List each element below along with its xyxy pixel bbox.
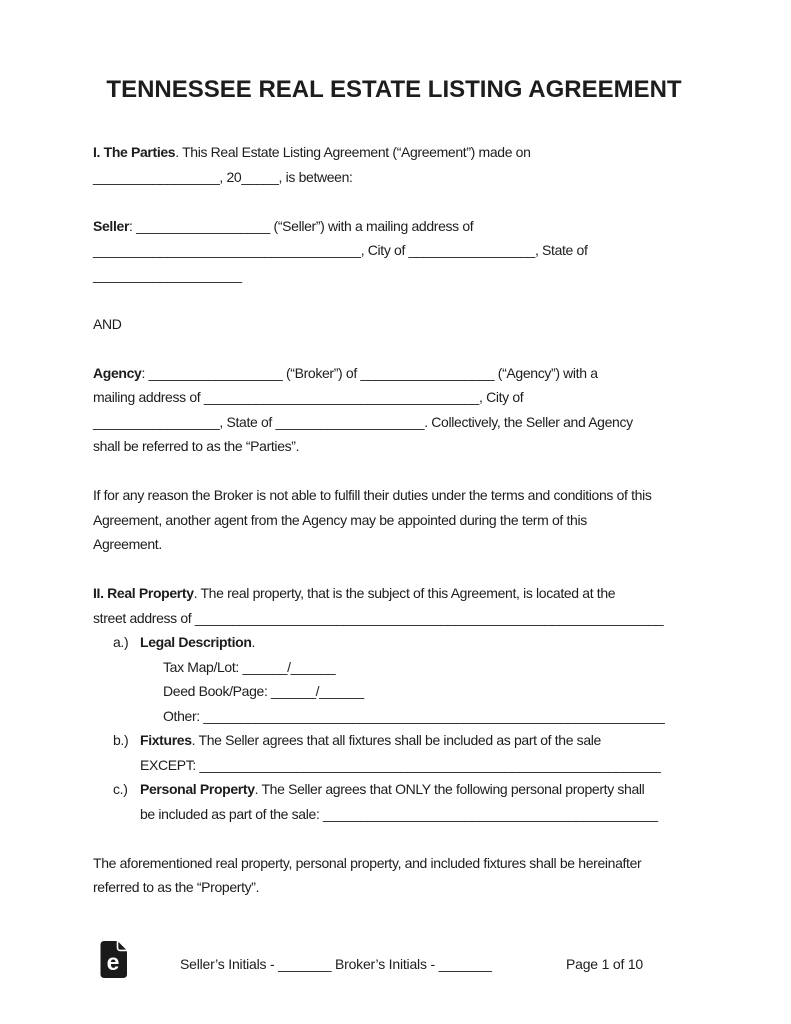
text-line: Seller: __________________ (“Seller”) with a mailing address of [93, 217, 474, 234]
text-line: _________________, 20_____, is between: [93, 168, 353, 185]
real-property-clause [93, 581, 695, 630]
property-definition-clause [93, 851, 695, 900]
parties-clause [93, 140, 695, 189]
legal-description-item [93, 630, 695, 655]
text-line: Legal Description. [140, 634, 256, 650]
text-line: Fixtures. The Seller agrees that all fixtures shall be included as part of the sale [140, 732, 601, 748]
text-line: shall be referred to as the “Parties”. [93, 438, 300, 454]
and-separator [93, 312, 695, 337]
list-marker: a.) [113, 634, 129, 650]
tax-map-lot-line [93, 655, 695, 680]
text-line: Personal Property. The Seller agrees that ONLY the following personal property shall [140, 781, 645, 797]
text-line: mailing address of _____________________________________, City of [93, 389, 524, 405]
document-body [93, 76, 695, 900]
text-line: I. The Parties. This Real Estate Listing Agreement (“Agreement”) made on [93, 144, 531, 160]
logo-letter: e [106, 949, 120, 975]
other-line [93, 704, 695, 729]
deed-book-page-line [93, 679, 695, 704]
text-line: _________________, State of ____________________. Collectively, the Seller and Agency [93, 413, 633, 430]
text-line: II. Real Property. The real property, that is the subject of this Agreement, is located at the [93, 585, 616, 601]
list-marker: c.) [113, 781, 128, 797]
text-line: Other: ______________________________________________________________ [163, 707, 665, 724]
eforms-logo [100, 941, 127, 978]
seller-clause [93, 214, 695, 288]
text-line: Agency: __________________ (“Broker”) of __________________ (“Agency”) with a [93, 364, 598, 381]
personal-property-item [93, 777, 695, 826]
text-line: Agreement. [93, 536, 162, 552]
document-title: TENNESSEE REAL ESTATE LISTING AGREEMENT [106, 76, 682, 103]
list-marker: b.) [113, 732, 129, 748]
initials-line: Seller’s Initials - _______ Broker’s Initials - _______ [180, 956, 492, 972]
text-line: Deed Book/Page: ______/______ [163, 683, 364, 699]
page-number: Page 1 of 10 [566, 956, 643, 972]
text-line: If for any reason the Broker is not able to fulfill their duties under the terms and conditions of this [93, 487, 652, 503]
text-line: Agreement, another agent from the Agency may be appointed during the term of this [93, 511, 587, 528]
text-line: ____________________ [93, 266, 242, 283]
text-line: AND [93, 315, 122, 332]
text-line: referred to as the “Property”. [93, 879, 260, 895]
broker-substitution-clause [93, 483, 695, 557]
text-line: Tax Map/Lot: ______/______ [163, 658, 336, 675]
text-line: EXCEPT: ______________________________________________________________ [140, 756, 661, 773]
text-line: street address of _______________________________________________________________ [93, 609, 664, 626]
paragraphs-container [93, 140, 695, 900]
text-line: be included as part of the sale: _____________________________________________ [140, 805, 658, 822]
agency-clause [93, 361, 695, 459]
fixtures-item [93, 728, 695, 777]
text-line: ____________________________________, City of _________________, State of [93, 242, 588, 258]
text-line: The aforementioned real property, personal property, and included fixtures shall be hereinafter [93, 854, 642, 871]
